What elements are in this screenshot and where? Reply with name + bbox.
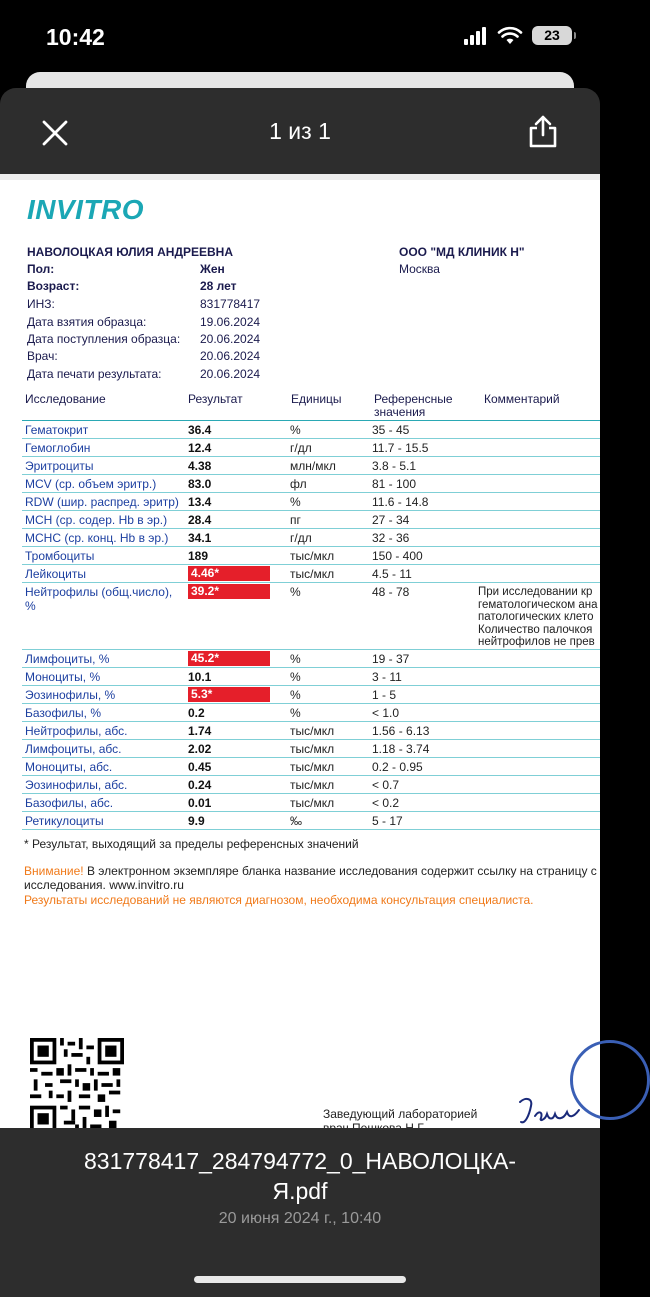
row-unit: тыс/мкл [290,778,335,792]
row-ref: 19 - 37 [372,652,410,666]
pdf-document[interactable] [0,174,600,1130]
row-result: 36.4 [188,423,212,437]
file-info-panel [0,1128,600,1297]
row-ref: 48 - 78 [372,585,410,599]
table-row [22,668,600,686]
row-name[interactable]: МСНС (ср. конц. Hb в эр.) [25,531,169,545]
warning-text-2[interactable]: исследования. www.invitro.ru [24,878,184,892]
row-unit: % [290,688,301,702]
row-ref: 11.7 - 15.5 [372,441,429,455]
row-unit: пг [290,513,301,527]
age-value: 28 лет [200,279,237,293]
clinic-city: Москва [399,262,440,276]
row-ref: 1.18 - 3.74 [372,742,430,756]
received-value: 20.06.2024 [200,332,261,346]
row-result: 0.01 [188,796,212,810]
battery-icon: 23 [532,26,572,45]
row-result-flagged: 39.2* [188,584,270,599]
row-result: 10.1 [188,670,212,684]
warning-line [24,864,597,878]
row-result: 0.24 [188,778,212,792]
row-unit: % [290,706,301,720]
col-study: Исследование [25,392,106,406]
page-edge [0,174,600,180]
table-row [22,547,600,565]
row-unit: тыс/мкл [290,724,335,738]
table-row [22,686,600,704]
status-time: 10:42 [46,24,105,50]
taken-label: Дата взятия образца: [27,315,147,329]
received-label: Дата поступления образца: [27,332,181,346]
status-icons [464,26,572,45]
row-result: 0.2 [188,706,205,720]
file-name-line-1: 831778417_284794772_0_НАВОЛОЦКА- [84,1148,516,1174]
row-name[interactable]: Ретикулоциты [25,814,104,828]
row-unit: % [290,495,301,509]
row-unit: тыс/мкл [290,760,335,774]
age-label: Возраст: [27,279,80,293]
wifi-icon [498,27,522,45]
table-row [22,722,600,740]
row-unit: % [290,585,301,599]
row-name-cont: % [25,599,36,613]
table-row [22,511,600,529]
table-row [22,529,600,547]
table-row [22,565,600,583]
col-ref: Референсные [374,392,453,406]
table-row [22,794,600,812]
clinic-name: ООО "МД КЛИНИК Н" [399,245,525,259]
file-date: 20 июня 2024 г., 10:40 [218,1210,382,1227]
row-unit: тыс/мкл [290,549,335,563]
row-unit: % [290,652,301,666]
page-count: 1 из 1 [269,118,331,144]
row-result-flagged: 4.46* [188,566,270,581]
row-ref: 11.6 - 14.8 [372,495,429,509]
row-ref: 4.5 - 11 [372,567,412,581]
table-row [22,493,600,511]
warning-text: В электронном экземпляре бланка название исследования содержит ссылку на страницу с [83,864,597,878]
row-ref: < 1.0 [372,706,400,720]
row-result-flagged: 45.2* [188,651,270,666]
signal-icon [464,27,488,45]
row-result: 9.9 [188,814,205,828]
row-ref: 3.8 - 5.1 [372,459,417,473]
row-unit: фл [290,477,307,491]
row-unit: % [290,670,301,684]
row-result: 12.4 [188,441,212,455]
printed-label: Дата печати результата: [27,367,162,381]
table-row [22,457,600,475]
row-ref: 3 - 11 [372,670,402,684]
row-unit: г/дл [290,441,312,455]
sex-label: Пол: [27,262,55,276]
col-units: Единицы [291,392,342,406]
row-name[interactable]: Моноциты, % [25,670,101,684]
row-ref: 81 - 100 [372,477,417,491]
row-result: 13.4 [188,495,212,509]
table-row [22,421,600,439]
patient-name: НАВОЛОЦКАЯ ЮЛИЯ АНДРЕЕВНА [27,245,234,259]
row-name[interactable]: Гемоглобин [25,441,91,455]
row-result: 0.45 [188,760,212,774]
row-name[interactable]: Лимфоциты, абс. [25,742,122,756]
row-name[interactable]: Лимфоциты, % [25,652,110,666]
inz-label: ИНЗ: [27,297,55,311]
row-ref: 1 - 5 [372,688,397,702]
table-row [22,740,600,758]
row-comment: Количество палочкоя [478,623,593,636]
taken-value: 19.06.2024 [200,315,261,329]
table-row [22,704,600,722]
row-name[interactable]: Эритроциты [25,459,94,473]
row-comment: нейтрофилов не прев [478,636,595,648]
table-row [22,776,600,794]
share-icon[interactable] [528,114,558,148]
row-ref: < 0.7 [372,778,400,792]
footnote: * Результат, выходящий за пределы референсных значений [24,837,359,851]
table-row [22,583,600,650]
table-row [22,812,600,830]
sex-value: Жен [200,262,225,276]
doctor-value: 20.06.2024 [200,349,261,363]
head-of-lab-label: Заведующий лабораторией [323,1107,478,1121]
row-unit: тыс/мкл [290,567,335,581]
row-name[interactable]: Эозинофилы, % [25,688,116,702]
row-result: 4.38 [188,459,212,473]
row-result: 28.4 [188,513,212,527]
viewer-header [0,88,600,174]
col-result: Результат [188,392,243,406]
table-row [22,439,600,457]
disclaimer: Результаты исследований не являются диагнозом, необходима консультация специалиста. [24,893,534,907]
file-name-line-2: Я.pdf [272,1178,328,1204]
row-name[interactable]: Моноциты, абс. [25,760,113,774]
row-name[interactable]: Нейтрофилы, абс. [25,724,128,738]
row-result: 1.74 [188,724,212,738]
row-result: 34.1 [188,531,212,545]
invitro-logo: INVITRO [27,194,145,225]
row-unit: тыс/мкл [290,796,335,810]
printed-value: 20.06.2024 [200,367,261,381]
row-name[interactable]: RDW (шир. распред. эритр) [25,495,179,509]
row-result-flagged: 5.3* [188,687,270,702]
row-ref: < 0.2 [372,796,400,810]
row-result: 189 [188,549,209,563]
row-ref: 0.2 - 0.95 [372,760,423,774]
file-name [0,1146,600,1206]
row-name[interactable]: Эозинофилы, абс. [25,778,128,792]
row-comment: патологических клето [478,611,594,623]
row-ref: 27 - 34 [372,513,410,527]
row-unit: тыс/мкл [290,742,335,756]
table-row [22,650,600,668]
row-ref: 35 - 45 [372,423,410,437]
row-name[interactable]: Тромбоциты [25,549,95,563]
row-name[interactable]: Базофилы, % [25,706,101,720]
row-ref: 150 - 400 [372,549,423,563]
row-name[interactable]: MCV (ср. объем эритр.) [25,477,157,491]
row-ref: 32 - 36 [372,531,410,545]
row-comment: При исследовании кр [478,586,593,598]
status-bar [0,0,600,76]
row-name[interactable]: Лейкоциты [25,567,87,581]
warning-label: Внимание! [24,864,84,878]
row-ref: 5 - 17 [372,814,403,828]
row-result: 2.02 [188,742,212,756]
table-row [22,758,600,776]
table-row [22,475,600,493]
row-unit: % [290,423,301,437]
row-name[interactable]: Базофилы, абс. [25,796,114,810]
inz-value: 831778417 [200,297,261,311]
doctor-label: Врач: [27,349,58,363]
home-indicator[interactable] [194,1276,406,1283]
row-name[interactable]: Нейтрофилы (общ.число), [25,585,173,599]
qr-code[interactable] [30,1038,124,1132]
row-unit: млн/мкл [290,459,336,473]
row-ref: 1.56 - 6.13 [372,724,430,738]
row-unit: г/дл [290,531,312,545]
row-result: 83.0 [188,477,212,491]
col-comment: Комментарий [484,392,560,406]
row-unit: ‰ [290,814,302,828]
row-name[interactable]: Гематокрит [25,423,89,437]
lab-stamp [570,1040,650,1120]
row-name[interactable]: MCH (ср. содер. Hb в эр.) [25,513,168,527]
col-ref-2: значения [374,405,426,419]
row-comment: гематологическом ана [478,598,598,611]
